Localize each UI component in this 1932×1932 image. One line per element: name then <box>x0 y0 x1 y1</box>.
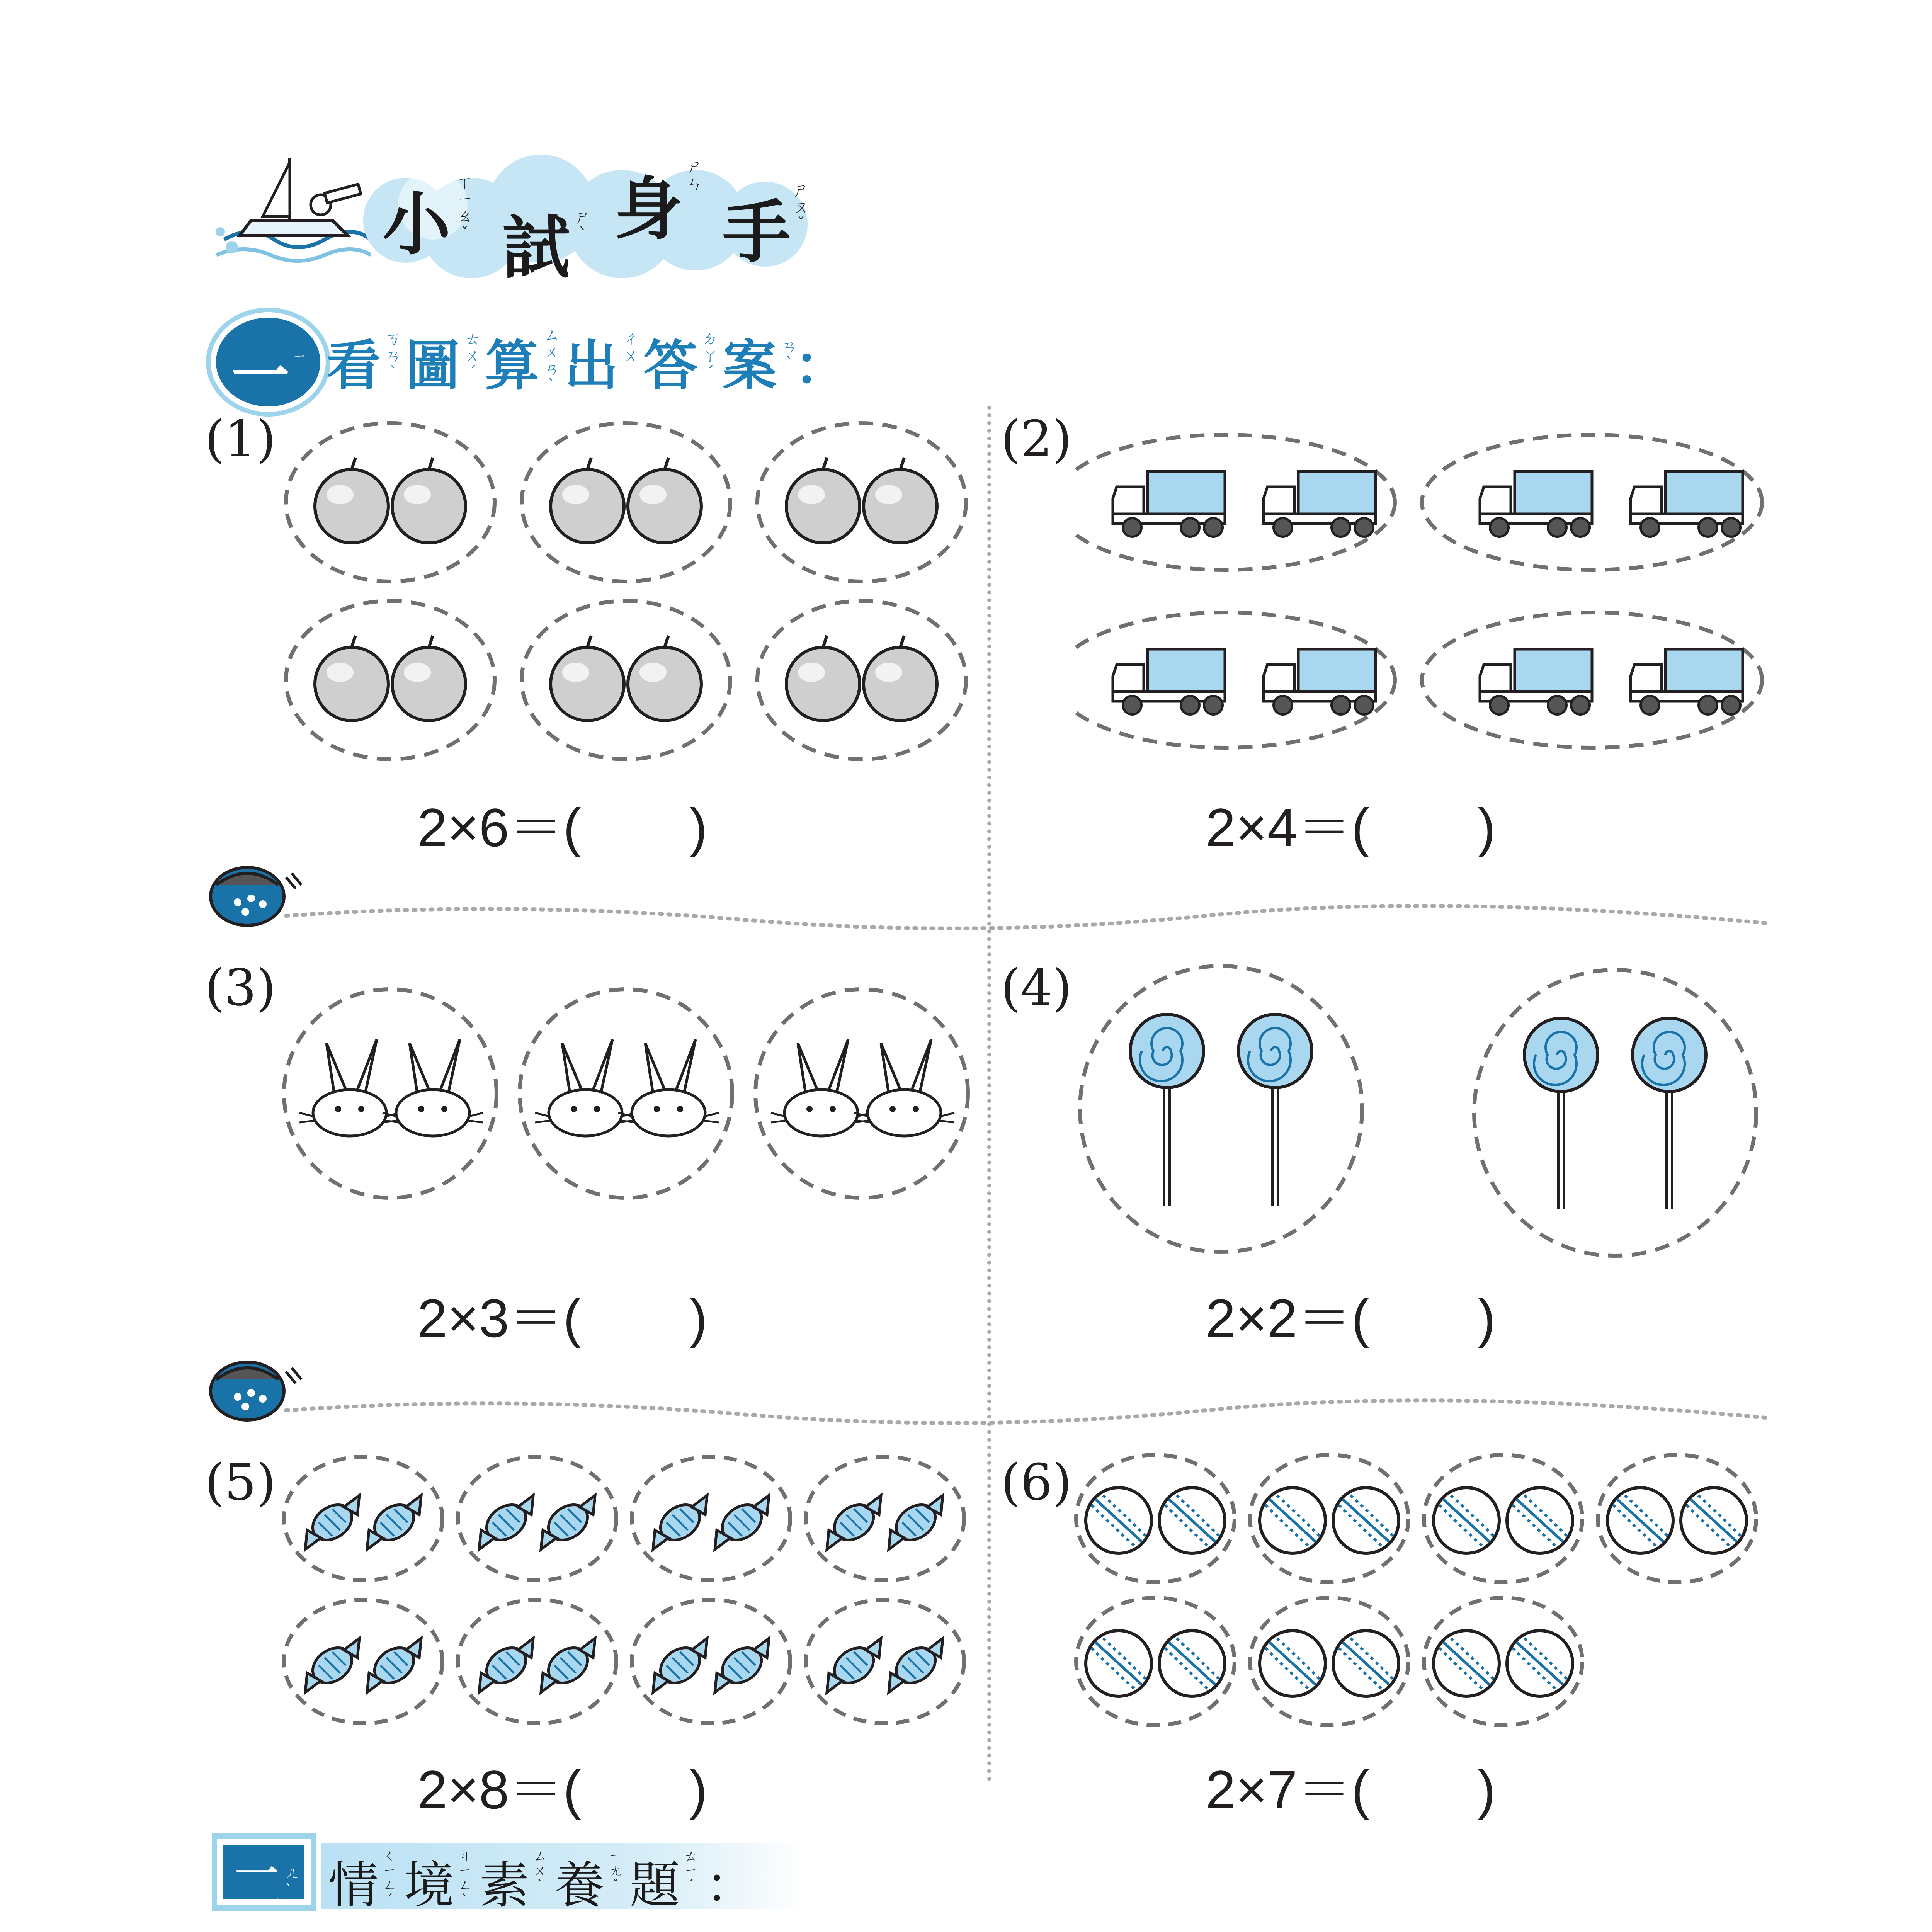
title-bopomofo-1: ㄒㄧㄠˇ <box>456 173 473 243</box>
rabbit-icon <box>284 989 497 1198</box>
title-bopomofo-2: ㄕˋ <box>574 207 591 243</box>
section2-heading-bopomofo: ㄙㄨˋ <box>533 1848 547 1893</box>
baseball-icon <box>1076 1598 1235 1725</box>
problem-5-label: (5) <box>205 1453 276 1512</box>
problem-6-label: (6) <box>1001 1453 1072 1512</box>
problem-2-equation[interactable]: 2×4＝( ) <box>1206 797 1496 858</box>
candy-icon <box>458 1600 616 1723</box>
lollipop-group <box>1070 958 1766 1267</box>
title-char-2: 試 <box>502 208 571 287</box>
rabbit-icon <box>520 989 732 1198</box>
apple-icon <box>522 601 730 759</box>
section1-heading-char: 看 <box>327 335 381 398</box>
problem-2-pictures <box>1070 410 1766 777</box>
apple-icon <box>757 601 966 759</box>
lollipop-icon <box>1474 970 1756 1256</box>
section1-heading-char: 案 <box>723 335 777 398</box>
problem-1-label: (1) <box>205 410 276 468</box>
problem-4-pictures <box>1070 958 1766 1267</box>
truck-icon <box>1070 435 1395 570</box>
candy-icon <box>632 1600 790 1723</box>
problem-2-label: (2) <box>1001 410 1072 468</box>
section2-heading-char: 境 <box>404 1856 454 1915</box>
lollipop-icon <box>1080 966 1362 1252</box>
candy-group <box>278 1445 974 1731</box>
apple-group <box>278 410 974 777</box>
title-char-1: 小 <box>383 185 451 264</box>
section2-heading-bopomofo: ㄊㄧˊ <box>684 1848 698 1893</box>
section1-number: 一 <box>231 343 290 410</box>
problem-5-equation[interactable]: 2×8＝( ) <box>417 1759 707 1820</box>
section1-heading-char: 答 <box>643 335 698 398</box>
baseball-group <box>1070 1445 1766 1731</box>
truck-icon <box>1070 612 1395 748</box>
title-char-4: 手 <box>723 193 791 272</box>
section1-number-bopomofo: ㄧ <box>291 348 307 366</box>
section2-heading-char: 養 <box>554 1856 605 1915</box>
problem-1-equation[interactable]: 2×6＝( ) <box>417 797 707 858</box>
section2-number-bopomofo: ㄦˋ <box>285 1864 300 1899</box>
section1-heading-bopomofo: ㄢˋ <box>781 337 798 373</box>
apple-icon <box>286 423 495 582</box>
baseball-icon <box>1250 1455 1408 1582</box>
section2-heading <box>328 1845 811 1915</box>
truck-icon <box>1422 435 1762 570</box>
candy-icon <box>806 1457 964 1580</box>
section2-heading-bopomofo: ㄑㄧㄥˊ <box>382 1848 396 1908</box>
title-bopomofo-4: ㄕㄡˇ <box>793 180 809 233</box>
sailboat-icon <box>209 147 371 278</box>
section2-heading-char: 情 <box>328 1856 379 1915</box>
apple-icon <box>286 601 495 759</box>
problem-3-label: (3) <box>205 958 276 1017</box>
header-badge <box>209 147 827 287</box>
section2-heading-char: 題 <box>630 1856 680 1915</box>
problem-4-equation[interactable]: 2×2＝( ) <box>1206 1288 1496 1349</box>
baseball-icon <box>1424 1455 1582 1582</box>
section2-heading-suffix: ： <box>705 1856 756 1915</box>
section1-heading-char: 圖 <box>406 335 460 398</box>
section2-number: 二 <box>228 1855 286 1922</box>
section1-heading-bopomofo: ㄊㄨˊ <box>464 329 481 382</box>
section1-heading-char: 算 <box>485 335 539 398</box>
section2-number-badge <box>212 1833 316 1922</box>
problem-5-pictures <box>278 1445 974 1731</box>
section2-heading-char: 素 <box>479 1856 530 1915</box>
column-divider <box>987 406 991 1781</box>
truck-group <box>1070 410 1766 777</box>
section1-heading-char: 出 <box>564 335 619 398</box>
baseball-icon <box>1076 1455 1235 1582</box>
problem-3-equation[interactable]: 2×3＝( ) <box>417 1288 707 1349</box>
section2-heading-bopomofo: ㄧㄤˇ <box>608 1848 622 1893</box>
section1-heading-bopomofo: ㄉㄚˊ <box>702 329 718 382</box>
section1-heading-suffix: ： <box>794 335 849 398</box>
section2-heading-bopomofo: ㄐㄧㄥˋ <box>457 1848 472 1908</box>
problem-3-pictures <box>278 981 974 1213</box>
problem-6-pictures <box>1070 1445 1766 1731</box>
section2-number-fill <box>223 1845 304 1922</box>
section1-heading-bopomofo: ㄎㄢˋ <box>385 329 401 382</box>
candy-icon <box>284 1457 442 1580</box>
candy-icon <box>458 1457 616 1580</box>
candy-icon <box>806 1600 964 1723</box>
baseball-icon <box>1424 1598 1582 1725</box>
row-divider-1 <box>201 862 1770 931</box>
section1-heading-bopomofo: ㄔㄨ <box>622 329 639 365</box>
baseball-icon <box>1250 1598 1408 1725</box>
section1-number-badge <box>211 312 326 412</box>
problem-4-label: (4) <box>1001 958 1072 1017</box>
problem-1-pictures <box>278 410 974 777</box>
candy-icon <box>284 1600 442 1723</box>
truck-icon <box>1422 612 1762 748</box>
apple-icon <box>522 423 730 582</box>
rabbit-group <box>278 981 974 1213</box>
section1-heading-bopomofo: ㄙㄨㄢˋ <box>543 325 560 395</box>
row-divider-2 <box>201 1356 1770 1426</box>
title-char-3: 身 <box>614 170 683 249</box>
baseball-icon <box>1598 1455 1756 1582</box>
candy-icon <box>632 1457 790 1580</box>
title-bopomofo-3: ㄕㄣ <box>686 157 703 193</box>
problem-6-equation[interactable]: 2×7＝( ) <box>1206 1759 1496 1820</box>
apple-icon <box>757 423 966 582</box>
rabbit-icon <box>755 989 968 1198</box>
